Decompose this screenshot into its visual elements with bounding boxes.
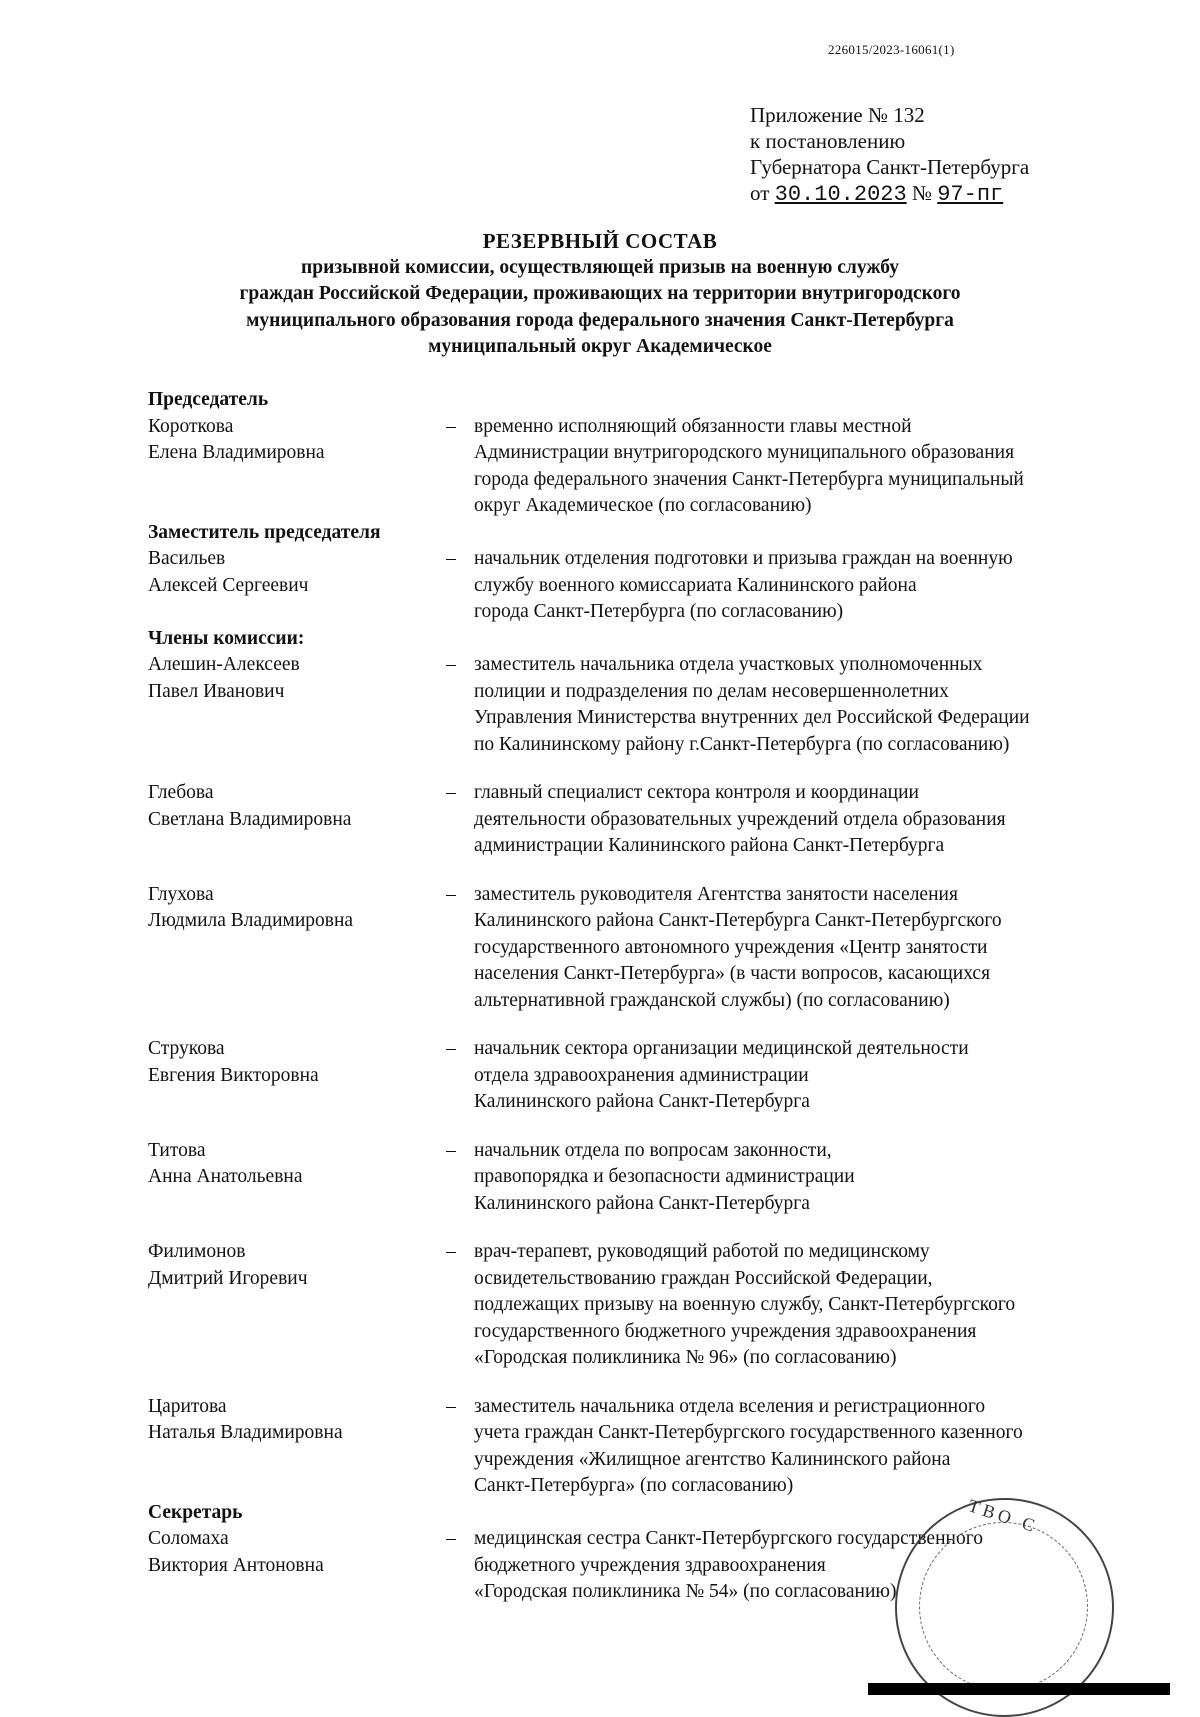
person-name	[148, 652, 428, 758]
entry-dash: –	[446, 654, 456, 675]
person-given-names: Евгения Викторовна	[148, 1064, 319, 1086]
position-line: государственного автономного учреждения «Центр занятости	[474, 936, 988, 958]
position-line: начальник сектора организации медицинской деятельности	[474, 1038, 969, 1059]
position-line: бюджетного учреждения здравоохранения	[474, 1554, 826, 1576]
position-line: альтернативной гражданской службы) (по согласованию)	[474, 989, 950, 1011]
appendix-header	[750, 102, 1029, 208]
roster-entry	[148, 780, 1148, 860]
number-label: №	[911, 181, 932, 205]
section-chair: Председатель	[148, 389, 269, 410]
person-position	[474, 546, 1148, 626]
person-surname: Короткова	[148, 415, 234, 437]
appendix-line-3: Губернатора Санкт-Петербурга	[750, 155, 1030, 179]
entry-dash: –	[446, 883, 456, 905]
person-surname: Царитова	[148, 1395, 227, 1417]
person-surname: Соломаха	[148, 1528, 229, 1549]
title-line-4: муниципальный округ Академическое	[428, 336, 772, 357]
roster-entry	[148, 652, 1148, 758]
position-line: временно исполняющий обязанности главы местной	[474, 415, 912, 437]
person-name	[148, 780, 428, 860]
position-line: службу военного комиссариата Калининского района	[474, 574, 917, 596]
person-name	[148, 414, 428, 520]
person-given-names: Анна Анатольевна	[148, 1166, 303, 1187]
entry-dash: –	[446, 548, 456, 569]
position-line: «Городская поликлиника № 96» (по согласованию)	[474, 1347, 897, 1368]
position-line: главный специалист сектора контроля и координации	[474, 782, 919, 803]
person-given-names: Дмитрий Игоревич	[148, 1267, 308, 1289]
position-line: учреждения «Жилищное агентство Калининского района	[474, 1448, 951, 1470]
person-name	[148, 1526, 428, 1606]
position-line: города Санкт-Петербурга (по согласованию)	[474, 601, 844, 622]
position-line: начальник отдела по вопросам законности,	[474, 1139, 832, 1161]
person-name	[148, 546, 428, 626]
document-title	[150, 228, 1050, 361]
person-given-names: Павел Иванович	[148, 680, 285, 702]
position-line: начальник отделения подготовки и призыва граждан на военную	[474, 548, 1013, 569]
person-given-names: Наталья Владимировна	[148, 1422, 343, 1443]
position-line: отдела здравоохранения администрации	[474, 1064, 809, 1086]
position-line: администрации Калининского района Санкт-Петербурга	[474, 835, 945, 856]
roster-entry	[148, 882, 1148, 1015]
entry-dash: –	[446, 1395, 456, 1417]
seal-text: ТВО С	[965, 1495, 1041, 1537]
position-line: деятельности образовательных учреждений отдела образования	[474, 808, 1006, 830]
person-name	[148, 1036, 428, 1116]
person-position	[474, 1394, 1148, 1500]
person-surname: Титова	[148, 1139, 206, 1161]
entry-dash: –	[446, 1241, 456, 1262]
person-position	[474, 1138, 1148, 1218]
position-line: полиции и подразделения по делам несовершеннолетних	[474, 680, 949, 702]
person-name	[148, 1138, 428, 1218]
position-line: заместитель руководителя Агентства занятости населения	[474, 883, 958, 905]
person-surname: Алешин-Алексеев	[148, 654, 300, 675]
person-name	[148, 882, 428, 1015]
position-line: правопорядка и безопасности администрации	[474, 1166, 855, 1187]
person-surname: Глухова	[148, 883, 214, 905]
title-line-1: призывной комиссии, осуществляющей призыв на военную службу	[301, 256, 899, 278]
position-line: округ Академическое (по согласованию)	[474, 495, 812, 516]
position-line: государственного бюджетного учреждения здравоохранения	[474, 1320, 977, 1342]
decree-date: 30.10.2023	[774, 182, 907, 207]
person-name	[148, 1239, 428, 1372]
position-line: освидетельствованию граждан Российской Федерации,	[474, 1267, 933, 1289]
position-line: учета граждан Санкт-Петербургского государственного казенного	[474, 1422, 1023, 1443]
person-surname: Васильев	[148, 548, 226, 569]
entry-dash: –	[446, 1528, 456, 1549]
scan-footer-bar	[868, 1683, 1170, 1695]
person-position	[474, 1239, 1148, 1372]
position-line: «Городская поликлиника № 54» (по согласованию)	[474, 1581, 897, 1602]
title-line-2: граждан Российской Федерации, проживающих на территории внутригородского	[239, 283, 961, 304]
position-line: Администрации внутригородского муниципального образования	[474, 442, 1015, 463]
entry-dash: –	[446, 782, 456, 803]
position-line: населения Санкт-Петербурга» (в части вопросов, касающихся	[474, 963, 991, 984]
section-members: Члены комиссии:	[148, 627, 305, 649]
position-line: по Калининскому району г.Санкт-Петербурга (по согласованию)	[474, 733, 1010, 755]
position-line: города федерального значения Санкт-Петербурга муниципальный	[474, 468, 1024, 490]
roster-entry	[148, 1394, 1148, 1500]
position-line: врач-терапевт, руководящий работой по медицинскому	[474, 1241, 930, 1262]
roster-entry	[148, 414, 1148, 520]
person-given-names: Виктория Антоновна	[148, 1554, 324, 1576]
person-position	[474, 1036, 1148, 1116]
title-main: РЕЗЕРВНЫЙ СОСТАВ	[482, 229, 718, 253]
appendix-line-2: к постановлению	[750, 129, 906, 153]
title-line-3: муниципального образования города федерального значения Санкт-Петербурга	[246, 309, 954, 331]
person-position	[474, 652, 1148, 758]
entry-dash: –	[446, 1139, 456, 1161]
position-line: заместитель начальника отдела вселения и регистрационного	[474, 1395, 986, 1417]
document-number: 226015/2023-16061(1)	[828, 42, 955, 57]
position-line: Калининского района Санкт-Петербурга	[474, 1091, 810, 1112]
position-line: подлежащих призыву на военную службу, Санкт-Петербургского	[474, 1294, 1016, 1315]
from-label: от	[750, 181, 770, 205]
position-line: медицинская сестра Санкт-Петербургского государственного	[474, 1528, 983, 1549]
roster-entry	[148, 1138, 1148, 1218]
commission-roster	[148, 387, 1148, 1606]
entry-dash: –	[446, 1038, 456, 1059]
person-name	[148, 1394, 428, 1500]
person-surname: Струкова	[148, 1038, 225, 1059]
position-line: Калининского района Санкт-Петербурга	[474, 1192, 810, 1214]
seal-inner-ring	[919, 1522, 1088, 1691]
person-position	[474, 780, 1148, 860]
position-line: заместитель начальника отдела участковых уполномоченных	[474, 654, 983, 675]
roster-entry	[148, 1036, 1148, 1116]
person-position	[474, 414, 1148, 520]
section-deputy: Заместитель председателя	[148, 521, 381, 543]
person-given-names: Алексей Сергеевич	[148, 574, 309, 596]
position-line: Управления Министерства внутренних дел Российской Федерации	[474, 707, 1030, 728]
person-given-names: Светлана Владимировна	[148, 808, 352, 830]
person-position	[474, 882, 1148, 1015]
person-surname: Филимонов	[148, 1241, 246, 1262]
position-line: Санкт-Петербурга» (по согласованию)	[474, 1475, 794, 1496]
person-given-names: Людмила Владимировна	[148, 910, 354, 931]
entry-dash: –	[446, 415, 456, 437]
roster-entry	[148, 1239, 1148, 1372]
person-given-names: Елена Владимировна	[148, 442, 325, 463]
appendix-date-line	[750, 180, 1029, 208]
appendix-line-1: Приложение № 132	[750, 103, 925, 127]
roster-entry	[148, 546, 1148, 626]
person-surname: Глебова	[148, 782, 214, 803]
position-line: Калининского района Санкт-Петербурга Санкт-Петербургского	[474, 910, 1002, 931]
decree-number: 97-пг	[937, 182, 1004, 207]
section-secretary: Секретарь	[148, 1501, 243, 1523]
